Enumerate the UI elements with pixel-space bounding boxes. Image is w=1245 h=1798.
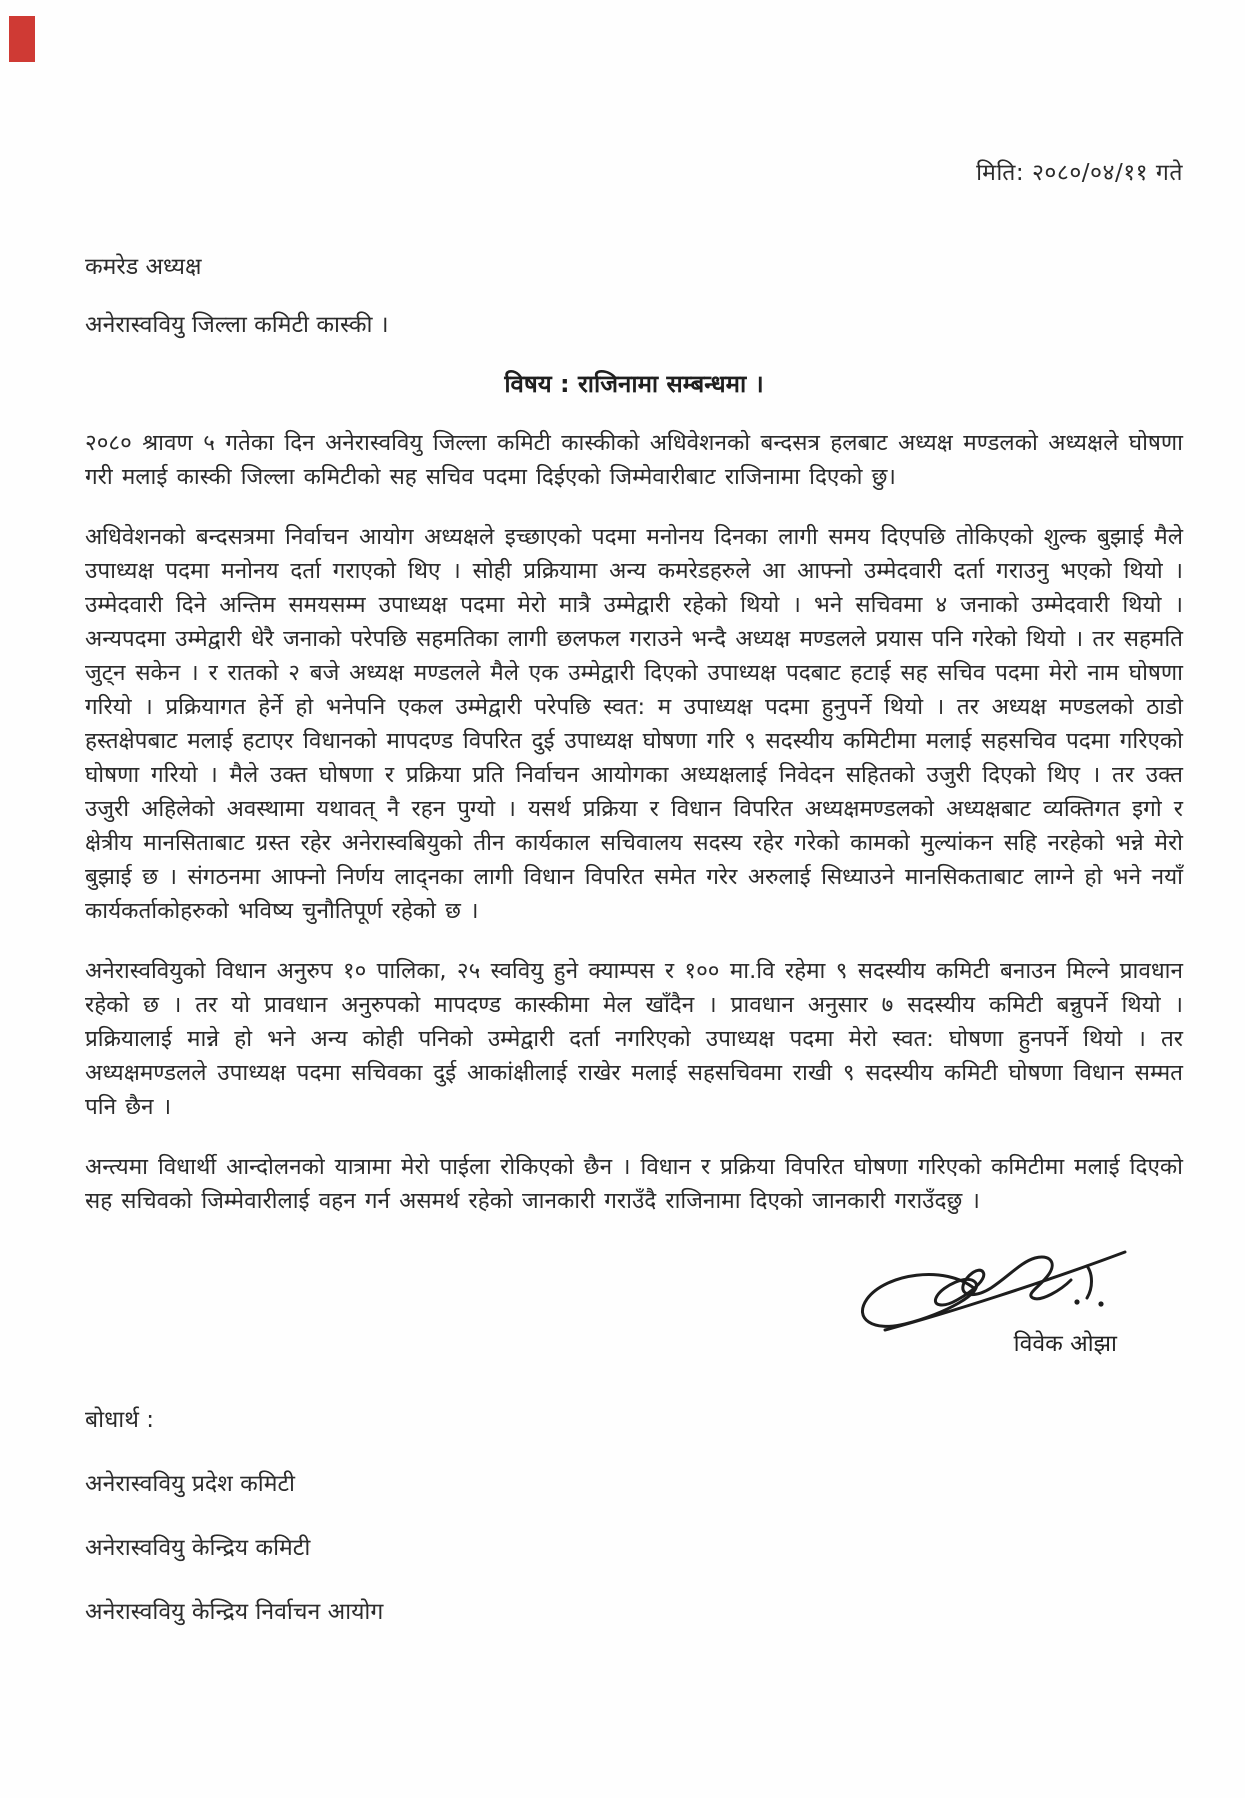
red-corner-mark xyxy=(9,16,35,62)
date-line: मिति: २०८०/०४/११ गते xyxy=(976,160,1183,186)
signatory-name: विवेक ओझा xyxy=(1013,1331,1117,1357)
body-paragraph-1: २०८० श्रावण ५ गतेका दिन अनेरास्ववियु जिल्ला कमिटी कास्कीको अधिवेशनको बन्दसत्र हलबाट अध्यक्ष मण्डलको अध्यक्षले घोषणा गरी मलाई कास्की जिल्ला कमिटीको सह सचिव पदमा दिईएको जिम्मेवारीबाट राजिनामा दिएको छु। xyxy=(85,430,1183,490)
recipient-organization: अनेरास्ववियु जिल्ला कमिटी कास्की । xyxy=(85,312,389,338)
cc-label: बोधार्थ : xyxy=(85,1407,154,1433)
cc-item-central-election-commission: अनेरास्ववियु केन्द्रिय निर्वाचन आयोग xyxy=(85,1599,384,1625)
body-paragraph-4: अन्त्यमा विधार्थी आन्दोलनको यात्रामा मेरो पाईला रोकिएको छैन । विधान र प्रक्रिया विपरित घोषणा गरिएको कमिटीमा मलाई दिएको सह सचिवको जिम्मेवारीलाई वहन गर्न असमर्थ रहेको जानकारी गराउँदै राजिनामा दिएको जानकारी गराउँदछु । xyxy=(85,1154,1183,1214)
cc-item-province-committee: अनेरास्ववियु प्रदेश कमिटी xyxy=(85,1471,296,1497)
cc-item-central-committee: अनेरास्ववियु केन्द्रिय कमिटी xyxy=(85,1535,311,1561)
recipient-salutation: कमरेड अध्यक्ष xyxy=(85,254,202,280)
body-paragraph-3: अनेरास्ववियुको विधान अनुरुप १० पालिका, २५ स्ववियु हुने क्याम्पस र १०० मा.वि रहेमा ९ सदस्यीय कमिटी बनाउन मिल्ने प्रावधान रहेको छ । तर यो प्रावधान अनुरुपको मापदण्ड कास्कीमा मेल खाँदैन । प्रावधान अनुसार ७ सदस्यीय कमिटी बन्नुपर्ने थियो । प्रक्रियालाई मान्ने हो भने अन्य कोही पनिको उम्मेद्वारी दर्ता नगरिएको उपाध्यक्ष पदमा मेरो स्वत: घोषणा हुनपर्ने थियो । तर अध्यक्षमण्डलले उपाध्यक्ष पदमा सचिवका दुई आकांक्षीलाई राखेर मलाई सहसचिवमा राखी ९ सदस्यीय कमिटी घोषणा विधान सम्मत पनि छैन । xyxy=(85,958,1183,1120)
signature-block xyxy=(85,1244,1183,1358)
body-paragraph-2: अधिवेशनको बन्दसत्रमा निर्वाचन आयोग अध्यक्षले इच्छाएको पदमा मनोनय दिनका लागी समय दिएपछि तोकिएको शुल्क बुझाई मैले उपाध्यक्ष पदमा मनोनय दर्ता गराएको थिए । सोही प्रक्रियामा अन्य कमरेडहरुले आ आफ्नो उम्मेदवारी दर्ता गराउनु भएको थियो । उम्मेदवारी दिने अन्तिम समयसम्म उपाध्यक्ष पदमा मेरो मात्रै उम्मेद्वारी रहेको थियो । भने सचिवमा ४ जनाको उम्मेदवारी थियो । अन्यपदमा उम्मेद्वारी धेरै जनाको परेपछि सहमतिका लागी छलफल गराउने भन्दै अध्यक्ष मण्डलले प्रयास पनि गरेको थियो । तर सहमति जुट्न सकेन । र रातको २ बजे अध्यक्ष मण्डलले मैले एक उम्मेद्वारी दिएको उपाध्यक्ष पदबाट हटाई सह सचिव पदमा मेरो नाम घोषणा गरियो । प्रक्रियागत हेर्ने हो भनेपनि एकल उम्मेद्वारी परेपछि स्वत: म उपाध्यक्ष पदमा हुनुपर्ने थियो । तर अध्यक्ष मण्डलको ठाडो हस्तक्षेपबाट मलाई हटाएर विधानको मापदण्ड विपरित दुई उपाध्यक्ष घोषणा गरि ९ सदस्यीय कमिटीमा मलाई सहसचिव पदमा गरिएको घोषणा गरियो । मैले उक्त घोषणा र प्रक्रिया प्रति निर्वाचन आयोगका अध्यक्षलाई निवेदन सहितको उजुरी दिएको थिए । तर उक्त उजुरी अहिलेको अवस्थामा यथावत् नै रहन पुग्यो । यसर्थ प्रक्रिया र विधान विपरित अध्यक्षमण्डलको अध्यक्षबाट व्यक्तिगत इगो र क्षेत्रीय मानसिताबाट ग्रस्त रहेर अनेरास्वबियुको तीन कार्यकाल सचिवालय सदस्य रहेर गरेको कामको मुल्यांकन सहि नरहेको भन्ने मेरो बुझाई छ । संगठनमा आफ्नो निर्णय लाद्नका लागी विधान विपरित समेत गरेर अरुलाई सिध्याउने मानसिकताबाट लाग्ने हो भने नयाँ कार्यकर्ताकोहरुको भविष्य चुनौतिपूर्ण रहेको छ । xyxy=(85,524,1183,924)
subject-line: विषय : राजिनामा सम्बन्धमा । xyxy=(504,370,764,398)
